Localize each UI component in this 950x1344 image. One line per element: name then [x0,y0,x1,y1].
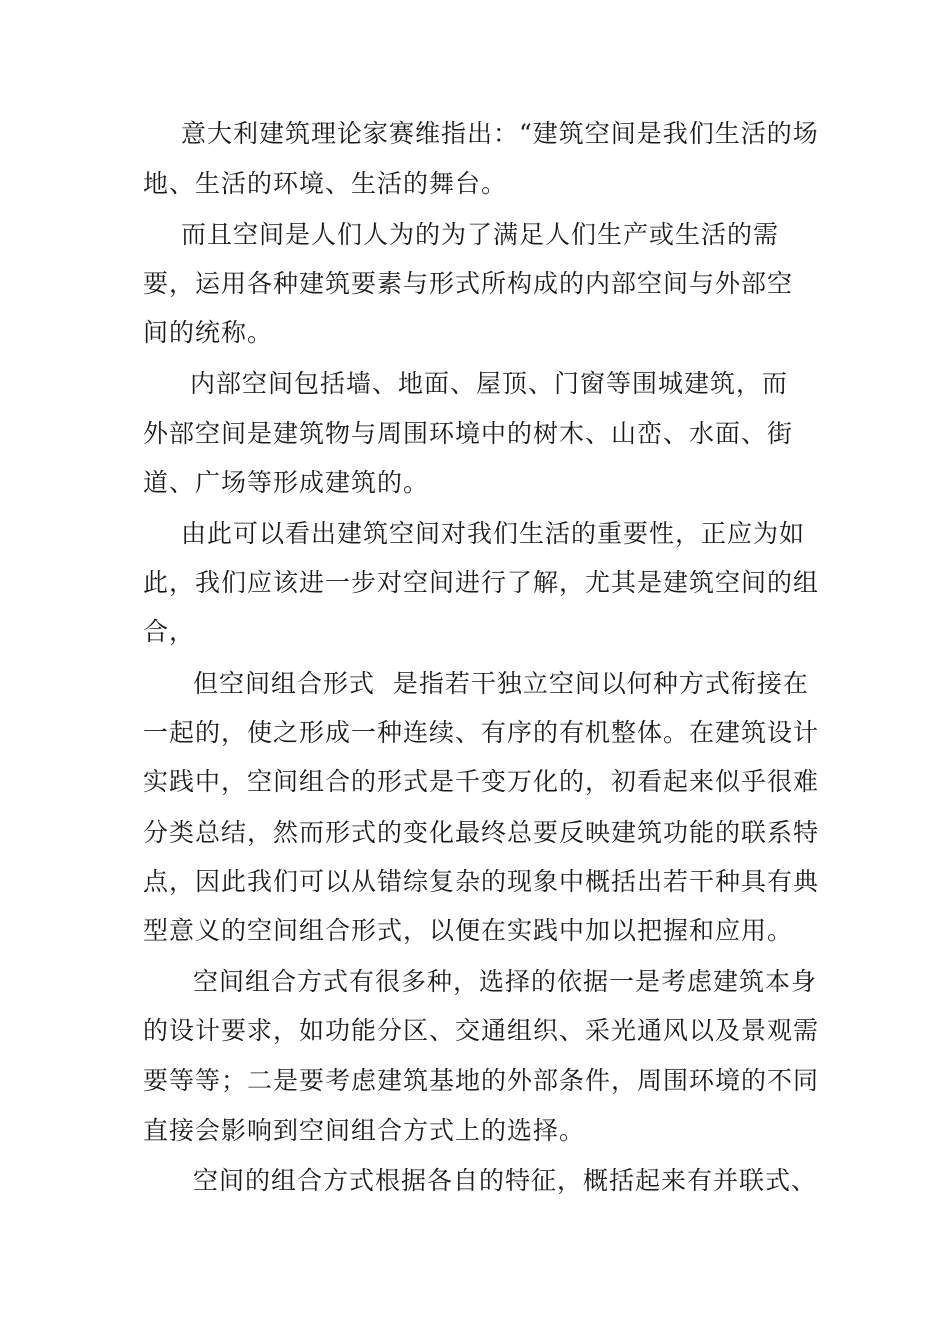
paragraph-4-line-3: 合， [143,617,196,646]
paragraph-3-line-1: 内部空间包括墙、地面、屋顶、门窗等围城建筑，而 [181,369,788,398]
paragraph-3-line-3: 道、广场等形成建筑的。 [143,468,430,497]
paragraph-6-line-3: 要等等；二是要考虑建筑基地的外部条件，周围环境的不同 [143,1066,820,1095]
paragraph-1-line-2: 地、生活的环境、生活的舞台。 [143,169,508,198]
paragraph-5-line-1: 但空间组合形式 是指若干独立空间以何种方式衔接在 [193,669,809,698]
paragraph-5-line-3: 实践中，空间组合的形式是千变万化的，初看起来似乎很难 [143,767,820,796]
paragraph-2-line-3: 间的统称。 [143,318,274,347]
paragraph-3-line-2: 外部空间是建筑物与周围环境中的树木、山峦、水面、街 [143,419,794,448]
paragraph-5-line-2: 一起的，使之形成一种连续、有序的有机整体。在建筑设计 [143,718,820,747]
paragraph-5-line-4: 分类总结，然而形式的变化最终总要反映建筑功能的联系特 [143,818,820,847]
paragraph-4-line-2: 此，我们应该进一步对空间进行了解，尤其是建筑空间的组 [143,568,820,597]
paragraph-6-line-1: 空间组合方式有很多种，选择的依据一是考虑建筑本身 [193,967,818,996]
paragraph-4-line-1: 由此可以看出建筑空间对我们生活的重要性，正应为如 [181,519,806,548]
paragraph-6-line-4: 直接会影响到空间组合方式上的选择。 [143,1116,586,1145]
paragraph-5-line-6: 型意义的空间组合形式，以便在实践中加以把握和应用。 [143,916,794,945]
paragraph-1-line-1: 意大利建筑理论家赛维指出：“建筑空间是我们生活的场 [181,119,819,148]
paragraph-6-line-2: 的设计要求，如功能分区、交通组织、采光通风以及景观需 [143,1016,820,1045]
paragraph-2-line-2: 要，运用各种建筑要素与形式所构成的内部空间与外部空 [143,269,794,298]
paragraph-5-line-5: 点，因此我们可以从错综复杂的现象中概括出若干种具有典 [143,867,820,896]
paragraph-7-line-1: 空间的组合方式根据各自的特征，概括起来有并联式、 [193,1166,818,1195]
paragraph-2-line-1: 而且空间是人们人为的为了满足人们生产或生活的需 [181,220,780,249]
